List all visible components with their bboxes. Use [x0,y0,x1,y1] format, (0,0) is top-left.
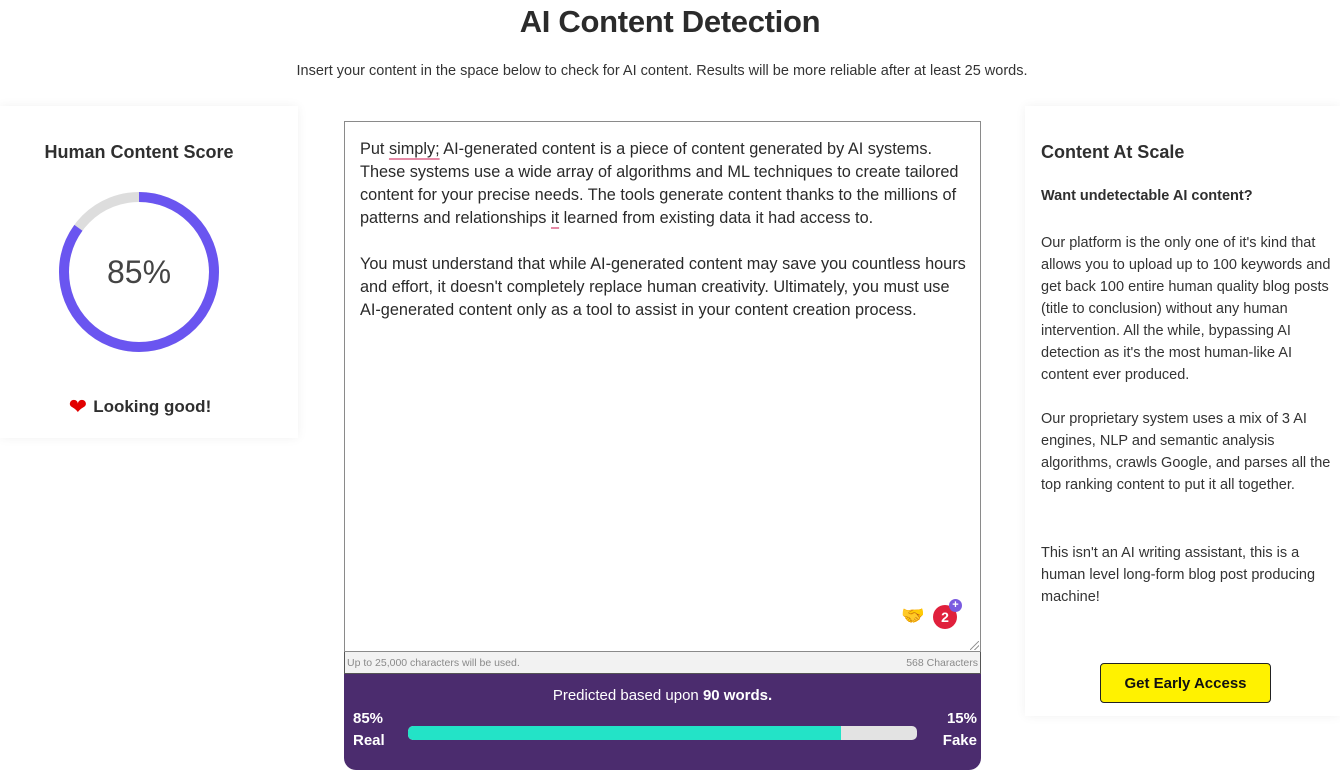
grammar-flag[interactable]: simply; [388,140,440,158]
promo-paragraph: This isn't an AI writing assistant, this is a human level long-form blog post producing machine! [1041,545,1316,605]
page-subtitle: Insert your content in the space below to check for AI content. Results will be more reliable after at least 25 words. [296,63,1028,79]
content-textarea[interactable] [344,121,981,652]
character-bar [344,652,981,674]
fake-label: Fake [942,732,977,749]
text-segment: learned from existing data it had access to. [559,209,874,227]
content-text[interactable] [360,138,970,322]
promo-card [1025,106,1340,716]
predicted-word-count: 90 words. [702,687,773,704]
predicted-prefix: Predicted based upon [552,687,703,704]
status-text: Looking good! [93,397,212,416]
promo-paragraph: Our platform is the only one of it's kind that allows you to upload up to 100 keywords and get back 100 entire human quality blog posts (title to conclusion) without any human intervention. All the while, bypassing AI detection as it's the most human-like AI content ever produced. [1041,235,1331,383]
handshake-extension-icon[interactable]: 🤝 [901,606,925,627]
grammar-flag[interactable]: it [550,209,560,227]
real-percent: 85% [353,710,384,727]
char-count: 568 Characters [906,656,978,669]
resize-handle[interactable] [970,641,979,650]
score-title: Human Content Score [44,142,234,162]
promo-paragraph: Our proprietary system uses a mix of 3 AI engines, NLP and semantic analysis algorithms, crawls Google, and parses all the top ranking content to put it all together. [1041,411,1331,493]
score-gauge [57,190,221,354]
grammar-extension-badge[interactable]: 2 [933,605,957,629]
real-bar-fill [408,726,841,740]
text-segment: AI-generated content is a piece of content generated by AI systems. These systems use a wide array of algorithms and ML techniques to create tailored content for your precise needs. The tools generate content thanks to the millions of patterns and relationships [360,140,964,227]
real-label: Real [353,732,385,749]
real-score [353,708,385,752]
score-status [0,396,280,418]
text-segment: You must understand that while AI-generated content may save you countless hours and effort, it doesn't completely replace human creativity. Ultimately, you must use AI-generated content only as a tool to assist in your content creation process. [360,255,971,319]
score-value: 85% [106,253,172,290]
plus-icon[interactable]: + [949,599,962,612]
page-title: AI Content Detection [519,4,821,39]
text-segment: Put [360,140,389,158]
human-score-card [0,106,298,438]
fake-score [943,708,977,752]
real-fake-bar [408,726,917,740]
heart-icon: ❤ [68,394,88,419]
char-limit-note: Up to 25,000 characters will be used. [347,656,520,669]
promo-subtitle: Want undetectable AI content? [1041,188,1253,204]
get-early-access-button[interactable]: Get Early Access [1100,663,1271,703]
predicted-text [344,687,981,704]
fake-percent: 15% [946,710,977,727]
promo-title: Content At Scale [1041,142,1185,162]
prediction-panel [344,674,981,770]
